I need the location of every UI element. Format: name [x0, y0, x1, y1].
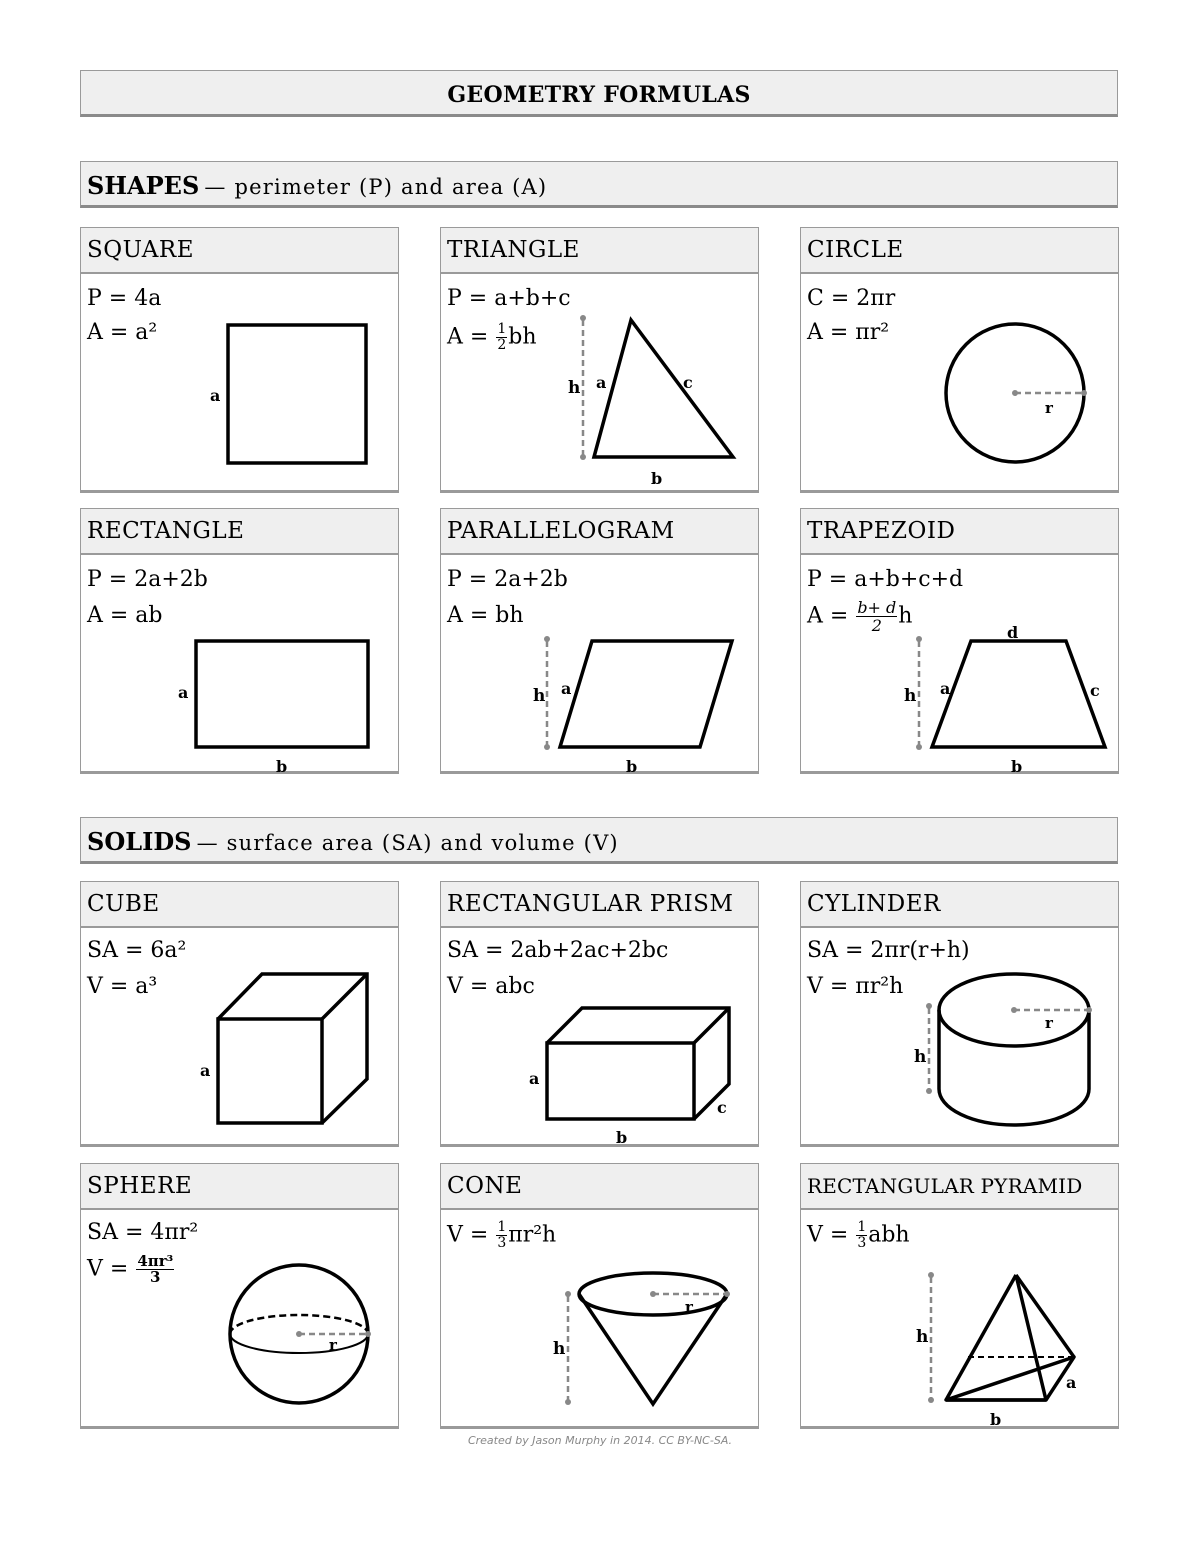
triangle-figure [441, 228, 760, 494]
card-title: PARALLELOGRAM [441, 509, 758, 555]
pyramid-shape [946, 1275, 1077, 1400]
trapezoid-shape [932, 641, 1105, 747]
svg-text:h: h [904, 686, 917, 706]
svg-text:h: h [533, 686, 546, 706]
svg-text:a: a [940, 679, 951, 698]
formula-perimeter: P = 2a+2b [447, 567, 568, 592]
card-parallelogram [440, 508, 759, 774]
svg-text:a: a [529, 1069, 540, 1088]
cone-figure [441, 1164, 760, 1430]
svg-text:b: b [990, 1410, 1002, 1429]
formula-area: A = a² [87, 320, 158, 345]
svg-text:c: c [683, 373, 693, 392]
svg-text:d: d [1007, 623, 1019, 642]
svg-text:b: b [1011, 757, 1023, 775]
footer-credit: Created by Jason Murphy in 2014. CC BY-NC-SA. [467, 1434, 733, 1447]
rectangular-prism-figure [441, 882, 760, 1148]
svg-text:h: h [914, 1047, 927, 1067]
cylinder-shape [939, 974, 1089, 1125]
formula-area: A = $\frac{1}{2}$ bh [447, 321, 537, 353]
card-title: CONE [441, 1164, 758, 1210]
section-header-solids [80, 817, 1118, 864]
svg-text:a: a [1066, 1373, 1077, 1392]
formula-surface-area: SA = 4πr² [87, 1220, 199, 1245]
svg-text:a: a [200, 1061, 211, 1080]
svg-text:h: h [553, 1339, 566, 1359]
formula-perimeter: P = a+b+c+d [807, 567, 964, 592]
card-cube [80, 881, 399, 1147]
card-cylinder [800, 881, 1119, 1147]
section-description: — surface area (SA) and volume (V) [196, 831, 619, 855]
card-circle [800, 227, 1119, 493]
card-title: SQUARE [81, 228, 398, 274]
formula-perimeter: P = 2a+2b [87, 567, 208, 592]
circle-figure [801, 228, 1120, 494]
card-title: RECTANGULAR PYRAMID [801, 1164, 1118, 1210]
formula-surface-area: SA = 2πr(r+h) [807, 938, 970, 963]
svg-text:h: h [568, 378, 581, 398]
rectangle-figure [81, 509, 400, 775]
formula-area: A = ab [87, 603, 163, 628]
formula-area: A = bh [447, 603, 524, 628]
formula-volume: V = abc [447, 974, 535, 999]
formula-area: A = $\frac{b+ d}{2}$ h [807, 598, 913, 635]
card-title: TRAPEZOID [801, 509, 1118, 555]
cube-shape [218, 974, 367, 1123]
card-trapezoid [800, 508, 1119, 774]
svg-text:b: b [616, 1128, 628, 1147]
formula-volume: V = $\frac{\text{4πr³}}{3}$ [87, 1252, 174, 1286]
square-figure [81, 228, 400, 494]
card-title: SPHERE [81, 1164, 398, 1210]
svg-text:b: b [651, 469, 663, 488]
card-title: RECTANGULAR PRISM [441, 882, 758, 928]
card-title: CUBE [81, 882, 398, 928]
card-title: TRIANGLE [441, 228, 758, 274]
formula-volume: V = πr²h [807, 974, 904, 999]
section-description: — perimeter (P) and area (A) [204, 175, 548, 199]
card-rectangle [80, 508, 399, 774]
triangle-shape [594, 320, 733, 457]
card-square [80, 227, 399, 493]
formula-circumference: C = 2πr [807, 286, 896, 311]
card-sphere [80, 1163, 399, 1429]
card-title: CYLINDER [801, 882, 1118, 928]
prism-shape [547, 1008, 729, 1119]
card-rectangular-prism [440, 881, 759, 1147]
card-rectangular-pyramid [800, 1163, 1119, 1429]
svg-text:a: a [178, 683, 189, 702]
svg-text:r: r [685, 1298, 693, 1316]
svg-text:h: h [916, 1327, 929, 1347]
cylinder-figure [801, 882, 1120, 1148]
formula-area: A = πr² [807, 320, 890, 345]
svg-text:r: r [329, 1336, 337, 1354]
svg-text:b: b [626, 757, 638, 775]
section-name: SHAPES [87, 171, 200, 200]
formula-volume: V = $\frac{1}{3}$ πr²h [447, 1219, 557, 1251]
page-title-bar [80, 70, 1118, 117]
formula-surface-area: SA = 6a² [87, 938, 187, 963]
formula-perimeter: P = a+b+c [447, 286, 571, 311]
trapezoid-figure [801, 509, 1120, 775]
parallelogram-figure [441, 509, 760, 775]
formula-perimeter: P = 4a [87, 286, 162, 311]
card-cone [440, 1163, 759, 1429]
formula-volume: V = $\frac{1}{3}$ abh [807, 1219, 910, 1251]
svg-text:b: b [276, 757, 288, 775]
sphere-figure [81, 1164, 400, 1430]
pyramid-figure [801, 1164, 1120, 1430]
page-title: GEOMETRY FORMULAS [447, 82, 751, 108]
cube-figure [81, 882, 400, 1148]
card-title: CIRCLE [801, 228, 1118, 274]
svg-text:a: a [561, 679, 572, 698]
section-header-shapes [80, 161, 1118, 208]
section-name: SOLIDS [87, 827, 192, 856]
svg-text:c: c [1090, 681, 1100, 700]
svg-text:a: a [596, 373, 607, 392]
card-triangle [440, 227, 759, 493]
label-a: a [210, 386, 221, 405]
parallelogram-shape [560, 641, 732, 747]
square-shape [228, 325, 366, 463]
formula-surface-area: SA = 2ab+2ac+2bc [447, 938, 669, 963]
rectangle-shape [196, 641, 368, 747]
svg-text:c: c [717, 1098, 727, 1117]
card-title: RECTANGLE [81, 509, 398, 555]
svg-text:r: r [1045, 1014, 1053, 1032]
formula-volume: V = a³ [87, 974, 158, 999]
svg-text:r: r [1045, 399, 1053, 417]
